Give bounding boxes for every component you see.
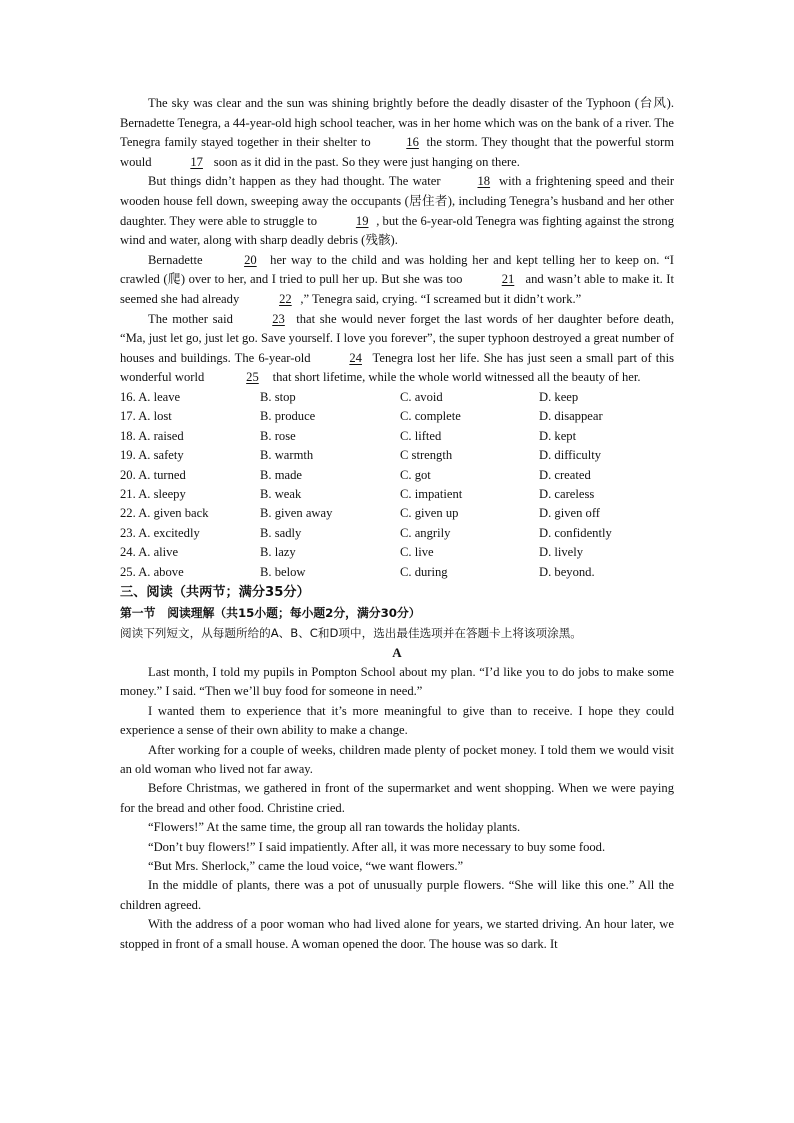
option-row-17: 17. A. lost B. produce C. complete D. disappear	[120, 409, 603, 424]
reading-passage-a	[120, 663, 674, 954]
reading-paragraph: “Don’t buy flowers!” I said impatiently. After all, it was more necessary to buy some food.	[148, 839, 606, 854]
instruction-text: 阅读下列短文，从每题所给的A、B、C和D项中，选出最佳选项并在答题卡上将该项涂黑。	[120, 625, 582, 640]
cloze-paragraph-4: The mother said 23 that she would never forget the last words of her daughter before death, “Ma, just let go, just let go. Save yourself. I love you forever”, the super typhoon destroyed a great number of houses and buildings. The 6-year-old 24 Tenegra lost her life. She has just seen a small part of this wonderful world 25 that short lifetime, while the whole world witnessed all the beauty of her.	[120, 310, 674, 388]
cloze-options	[120, 388, 674, 582]
option-row-16: 16. A. leave B. stop C. avoid D. keep	[120, 389, 579, 404]
part-heading: 第一节 阅读理解（共15小题；每小题2分，满分30分）	[120, 605, 421, 620]
option-row-18: 18. A. raised B. rose C. lifted D. kept	[120, 428, 577, 443]
option-row-21: 21. A. sleepy B. weak C. impatient D. careless	[120, 486, 595, 501]
blank-23: 23	[272, 311, 285, 326]
reading-paragraph: I wanted them to experience that it’s more meaningful to give than to receive. I hope they could experience a sense of their own ability to make a change.	[120, 703, 674, 738]
option-row-25: 25. A. above B. below C. during D. beyond.	[120, 564, 595, 579]
option-row-24: 24. A. alive B. lazy C. live D. lively	[120, 545, 584, 560]
blank-16: 16	[406, 135, 419, 150]
option-row-20: 20. A. turned B. made C. got D. created	[120, 467, 591, 482]
exam-page	[120, 94, 674, 954]
section-heading: 三、阅读（共两节；满分35分）	[120, 584, 310, 600]
blank-18: 18	[477, 174, 491, 189]
reading-paragraph: After working for a couple of weeks, children made plenty of pocket money. I told them we would visit an old woman who lived not far away.	[120, 742, 674, 776]
reading-paragraph: Last month, I told my pupils in Pompton School about my plan. “I’d like you to do jobs to make some money.” I said. “Then we’ll buy food for someone in need.”	[120, 664, 674, 699]
reading-paragraph: Before Christmas, we gathered in front of the supermarket and went shopping. When we were paying for the bread and other food. Christine cried.	[120, 781, 674, 815]
blank-21: 21	[501, 272, 515, 287]
cloze-paragraph-3: Bernadette 20 her way to the child and was holding her and kept telling her to keep on. “I crawled (爬) over to her, and I tried to pull her up. But she was too 21 and wasn’t able to make it. It seemed she had already 22 ,” Tenegra said, crying. “I screamed but it didn’t work.”	[120, 251, 674, 310]
reading-paragraph: “But Mrs. Sherlock,” came the loud voice, “we want flowers.”	[148, 859, 464, 874]
option-row-22: 22. A. given back B. given away C. given up D. given off	[120, 506, 600, 521]
reading-paragraph: “Flowers!” At the same time, the group all ran towards the holiday plants.	[148, 820, 521, 835]
reading-paragraph: With the address of a poor woman who had lived alone for years, we started driving. An hour later, we stopped in front of a small house. A woman opened the door. The house was so dark. It	[120, 917, 674, 951]
passage-letter: A	[392, 644, 402, 660]
blank-17: 17	[190, 154, 203, 169]
reading-paragraph: In the middle of plants, there was a pot of unusually purple flowers. “She will like this one.” All the children agreed.	[120, 878, 674, 912]
blank-24: 24	[349, 350, 362, 365]
blank-22: 22	[279, 291, 292, 306]
blank-19: 19	[355, 213, 369, 228]
blank-20: 20	[244, 252, 257, 267]
blank-25: 25	[246, 370, 259, 385]
option-row-23: 23. A. excitedly B. sadly C. angrily D. confidently	[120, 525, 612, 540]
cloze-paragraph-1: The sky was clear and the sun was shining brightly before the deadly disaster of the Typhoon (台风). Bernadette Tenegra, a 44-year-old high school teacher, was in her home which was on the bank of a river. The Tenegra family stayed together in their shelter to 16 the storm. They thought that the powerful storm would 17 soon as it did in the past. So they were just hanging on there.	[120, 94, 674, 172]
cloze-paragraph-2: But things didn’t happen as they had thought. The water 18 with a frightening speed and their wooden house fell down, sweeping away the occupants (居住者), including Tenegra’s husband and her other daughter. They were able to struggle to 19 , but the 6-year-old Tenegra was fighting against the strong wind and water, along with sharp deadly debris (残骸).	[120, 174, 675, 248]
option-row-19: 19. A. safety B. warmth C strength D. difficulty	[120, 448, 602, 463]
